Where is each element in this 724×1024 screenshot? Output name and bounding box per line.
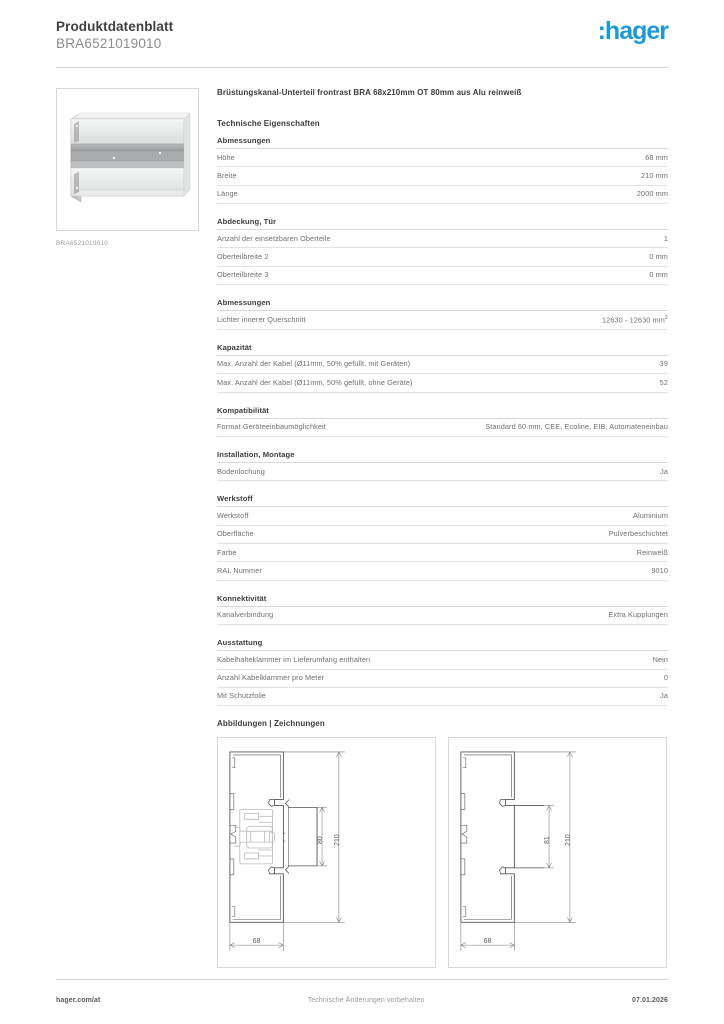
- spec-row: [217, 149, 668, 167]
- spec-row-label: Oberfläche: [217, 529, 254, 539]
- footer-date: 07.01.2026: [631, 997, 668, 1004]
- spec-row: [217, 562, 668, 580]
- cross-section-empty-icon: [449, 738, 666, 967]
- spec-row: [217, 311, 668, 330]
- spec-row-value: Reinweiß: [636, 547, 668, 557]
- drawing2-dim-inner: 81: [544, 836, 552, 845]
- spec-row: [217, 651, 668, 669]
- spec-row-label: Oberteilbreite 2: [217, 251, 269, 261]
- spec-row: [217, 186, 668, 204]
- spec-row-value: Pulverbeschichtet: [608, 529, 668, 539]
- spec-row-value: 39: [659, 359, 668, 369]
- spec-groups: [217, 136, 668, 706]
- drawings-section: [217, 719, 668, 968]
- drawing2-dim-total: 210: [564, 834, 572, 847]
- spec-group: [217, 494, 668, 580]
- drawing1-dim-total: 210: [333, 834, 341, 847]
- product-image-caption: BRA6521019010: [56, 240, 109, 247]
- spec-row: [217, 374, 668, 392]
- spec-row-value: 12630 - 12630 $mm^2$: [602, 314, 668, 325]
- spec-row: [217, 248, 668, 266]
- spec-row: [217, 230, 668, 248]
- spec-row-value: 68 mm: [645, 152, 668, 162]
- drawing2-dim-width: 68: [483, 938, 492, 946]
- spec-group-title: Kapazität: [217, 343, 668, 356]
- spec-group: [217, 406, 668, 437]
- specification-column: [217, 88, 668, 968]
- spec-group: [217, 594, 668, 625]
- spec-row-label: Höhe: [217, 152, 235, 162]
- spec-row-value: Nein: [652, 654, 668, 664]
- spec-row-label: Bodenlochung: [217, 466, 265, 476]
- spec-group-title: Kompatibilität: [217, 406, 668, 419]
- spec-row: [217, 419, 668, 437]
- spec-row-value: 210 mm: [641, 170, 668, 180]
- spec-row: [217, 526, 668, 544]
- spec-row-value: 9010: [651, 565, 668, 575]
- spec-row: [217, 167, 668, 185]
- spec-row-value: Ja: [660, 466, 668, 476]
- spec-row: [217, 267, 668, 285]
- product-reference: BRA6521019010: [56, 36, 162, 52]
- spec-row-label: Breite: [217, 170, 237, 180]
- spec-row: [217, 670, 668, 688]
- spec-row-value: 0 mm: [649, 270, 668, 280]
- spec-row-value: Ja: [660, 691, 668, 701]
- spec-row: [217, 507, 668, 525]
- spec-row-label: Mit Schutzfolie: [217, 691, 266, 701]
- spec-row-label: Kabelhalteklammer im Lieferumfang enthalten: [217, 654, 371, 664]
- spec-row-value: 0 mm: [649, 251, 668, 261]
- spec-group: [217, 450, 668, 481]
- footer-disclaimer: Technische Änderungen vorbehalten: [307, 997, 425, 1004]
- spec-row-label: Format Geräteeinbaumöglichkeit: [217, 422, 326, 432]
- spec-row-label: Anzahl Kabelklammer pro Meter: [217, 673, 325, 683]
- spec-group-title: Abmessungen: [217, 136, 668, 149]
- spec-row-label: Werkstoff: [217, 510, 249, 520]
- product-description: Brüstungskanal-Unterteil frontrast BRA 68x210mm OT 80mm aus Alu reinweiß: [217, 88, 522, 97]
- technical-properties-heading: Technische Eigenschaften: [217, 119, 320, 128]
- spec-row: [217, 544, 668, 562]
- spec-row-value: 0: [663, 673, 668, 683]
- drawing-frame-2: [448, 737, 667, 968]
- spec-row-label: Anzahl der einsetzbaren Oberteile: [217, 233, 331, 243]
- page-footer: [56, 997, 668, 1004]
- spec-group: [217, 217, 668, 285]
- drawings-row: [217, 737, 668, 968]
- spec-group: [217, 136, 668, 204]
- spec-row-label: Lichter innerer Querschnitt: [217, 314, 306, 324]
- hager-logo: :hager: [597, 17, 668, 45]
- drawing1-dim-width: 68: [252, 938, 261, 946]
- spec-row-label: RAL Nummer: [217, 565, 262, 575]
- spec-row-value: 2000 mm: [636, 189, 668, 199]
- spec-row-value: 1: [663, 233, 668, 243]
- cable-trunking-photo-icon: [57, 89, 198, 230]
- spec-row-label: Kanalverbindung: [217, 610, 274, 620]
- spec-group-title: Abmessungen: [217, 298, 668, 311]
- spec-row-value: Aluminium: [633, 510, 668, 520]
- spec-row-label: Max. Anzahl der Kabel (Ø11mm, 50% gefüllt, ohne Geräte): [217, 377, 413, 387]
- spec-row: [217, 356, 668, 374]
- spec-group-title: Abdeckung, Tür: [217, 217, 668, 230]
- spec-row-label: Oberteilbreite 3: [217, 270, 269, 280]
- spec-row-label: Max. Anzahl der Kabel (Ø11mm, 50% gefüllt, mit Geräten): [217, 359, 411, 369]
- drawings-heading: Abbildungen | Zeichnungen: [217, 719, 325, 729]
- title-block: [56, 18, 173, 53]
- spec-group-title: Installation, Montage: [217, 450, 668, 463]
- spec-row-value: 52: [659, 377, 668, 387]
- page-title: Produktdatenblatt: [56, 19, 174, 34]
- spec-group-title: Konnektivität: [217, 594, 668, 607]
- spec-group: [217, 343, 668, 393]
- drawing-frame-1: [217, 737, 436, 968]
- cross-section-with-device-icon: [218, 738, 435, 967]
- footer-divider: [56, 979, 668, 980]
- product-image-frame: [56, 88, 199, 231]
- spec-row-label: Länge: [217, 189, 238, 199]
- header-divider: [56, 67, 668, 68]
- page-header: [56, 18, 668, 62]
- footer-website[interactable]: hager.com/at: [56, 997, 101, 1004]
- product-image-column: [56, 88, 199, 247]
- spec-row: [217, 463, 668, 481]
- spec-group-title: Ausstattung: [217, 638, 668, 651]
- spec-group: [217, 298, 668, 330]
- drawing1-dim-inner: 80: [317, 836, 325, 845]
- spec-group-title: Werkstoff: [217, 494, 668, 507]
- spec-row: [217, 688, 668, 706]
- spec-row-label: Farbe: [217, 547, 237, 557]
- spec-group: [217, 638, 668, 706]
- spec-row: [217, 607, 668, 625]
- spec-row-value: Standard 60 mm, CEE, Ecoline, EIB, Automateneinbau: [485, 422, 668, 432]
- spec-row-value: Extra Kupplungen: [608, 610, 668, 620]
